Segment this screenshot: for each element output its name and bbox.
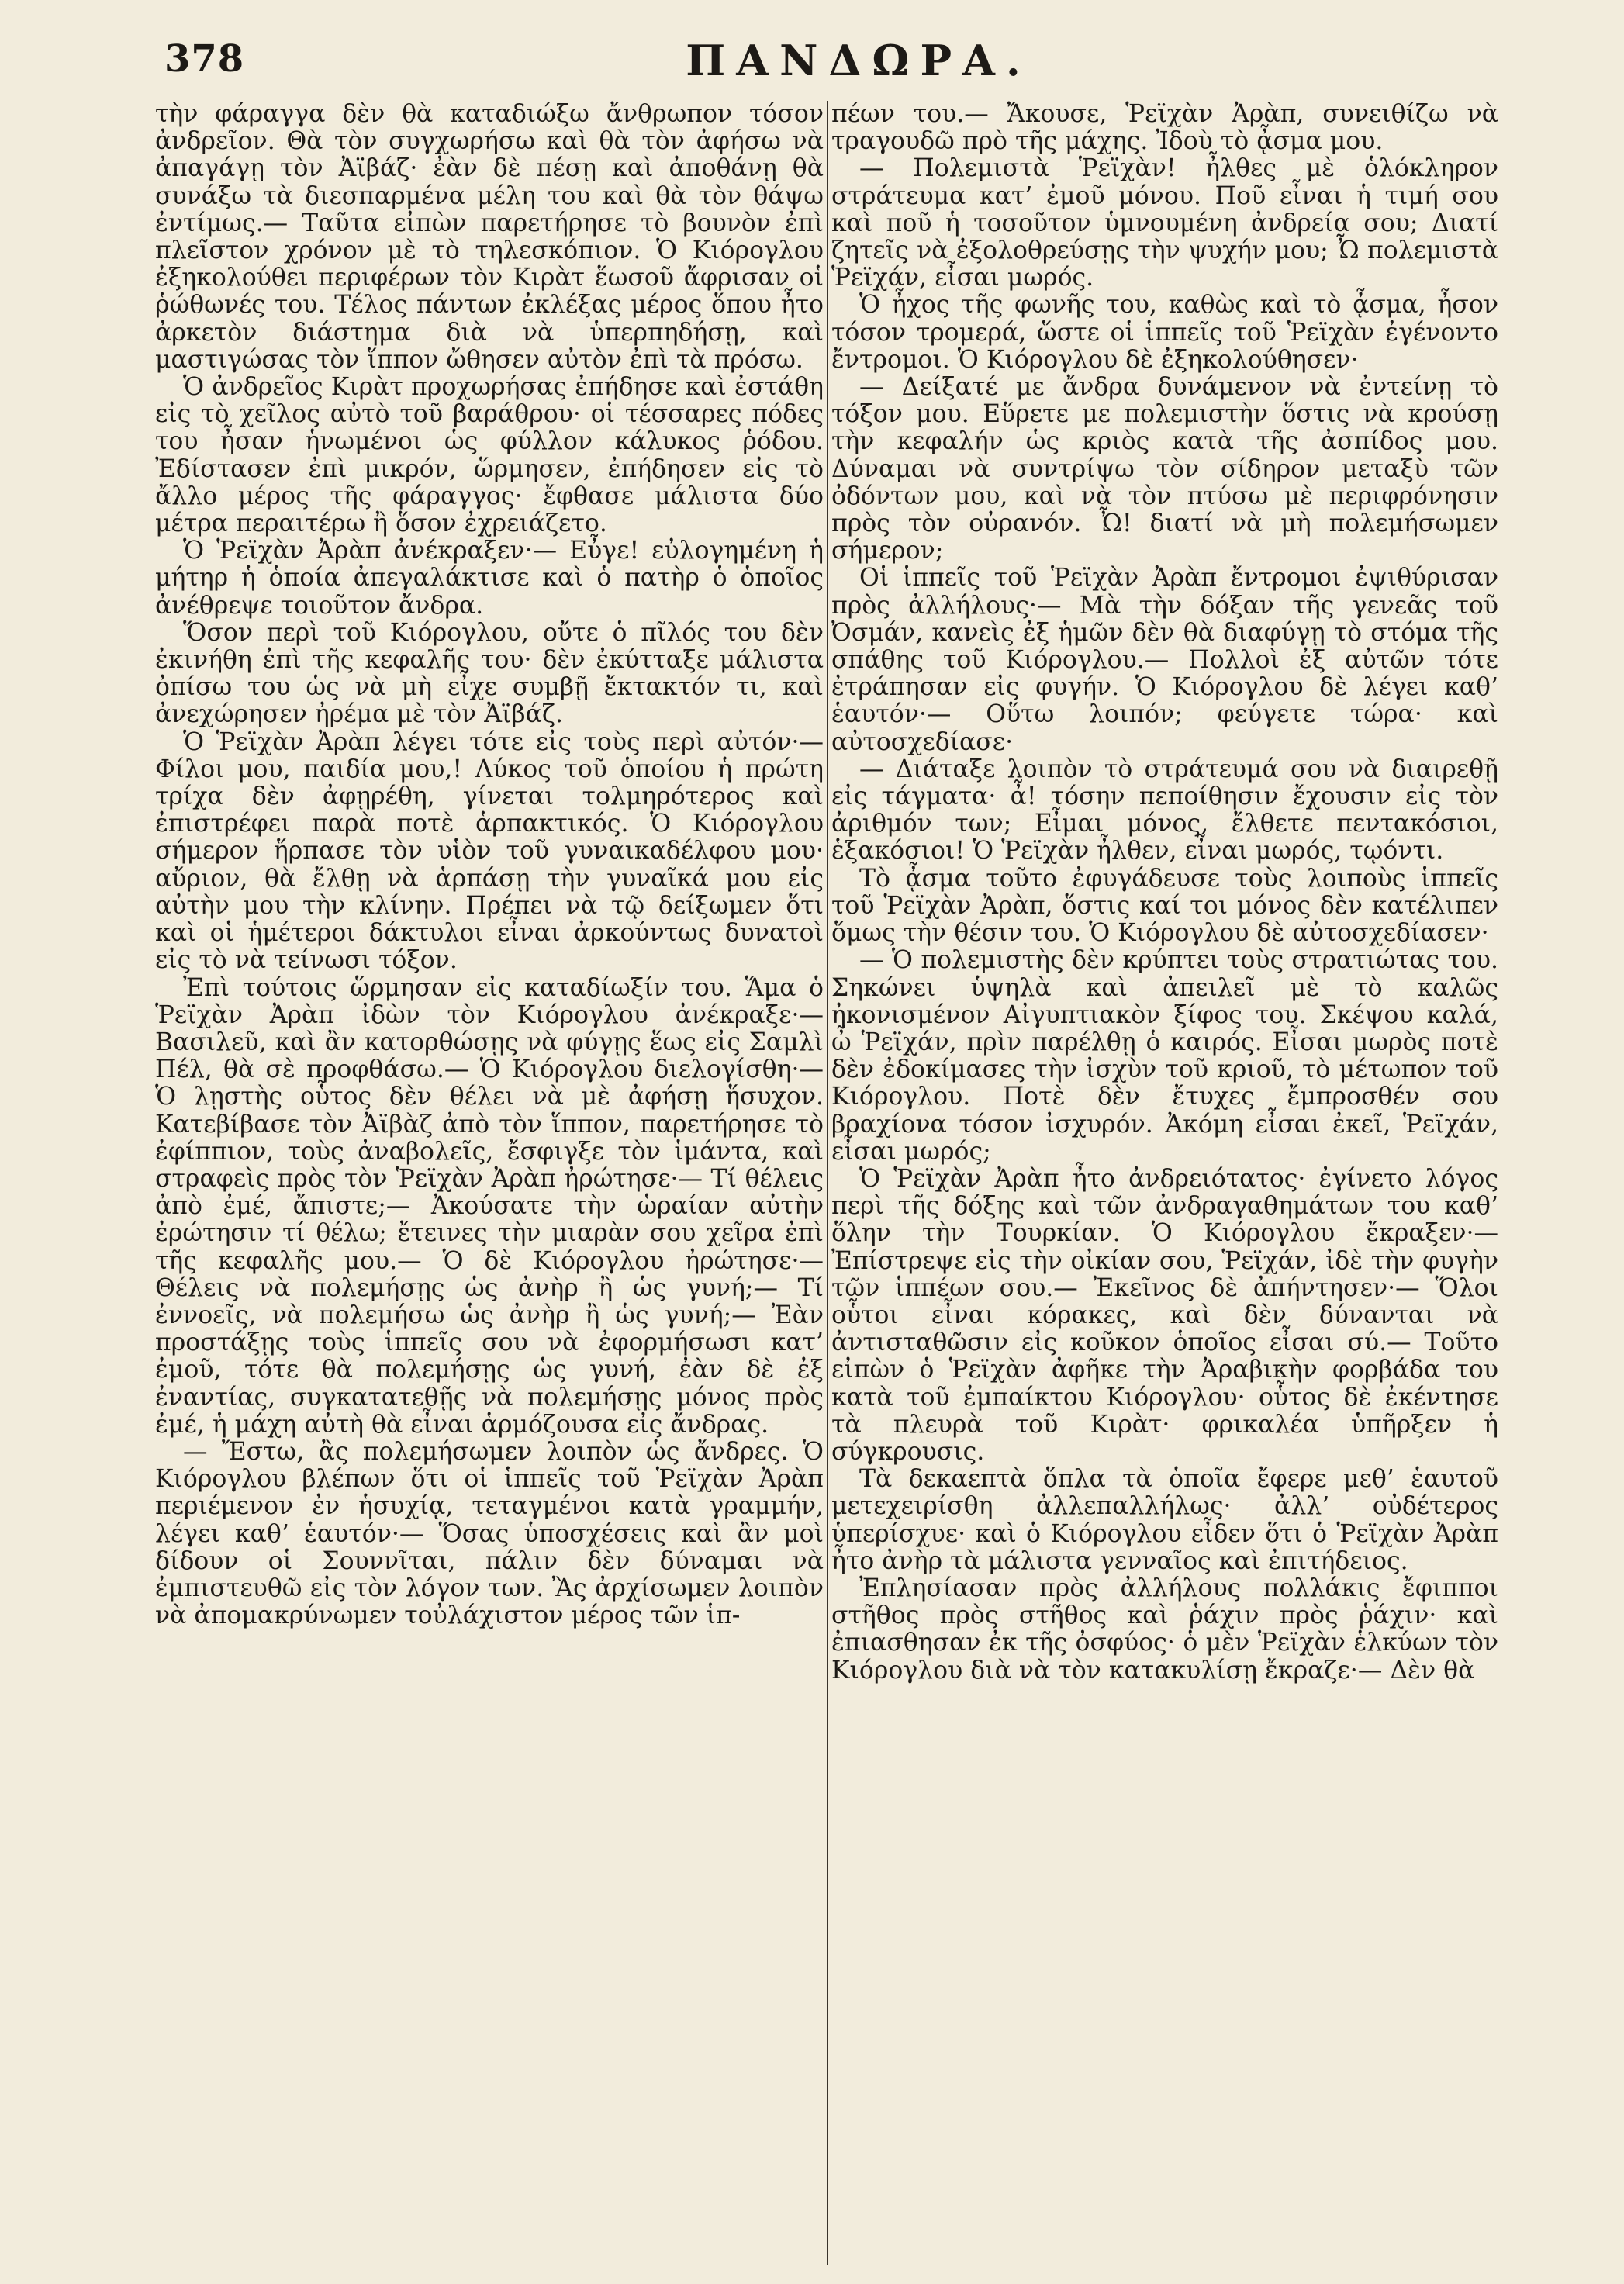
paragraph: πέων του.— Ἄκουσε, Ῥεϊχὰν Ἀρὰπ, συνειθίζω νὰ τραγουδῶ πρὸ τῆς μάχης. Ἰδοὺ τὸ ᾆσμα μου. (831, 101, 1498, 156)
paragraph: Ἐπλησίασαν πρὸς ἀλλήλους πολλάκις ἔφιπποι στῆθος πρὸς στῆθος καὶ ῥάχιν πρὸς ῥάχιν· καὶ ἐπιασθησαν ἐκ τῆς ὀσφύος· ὁ μὲν Ῥεϊχὰν ἑλκύων τὸν Κιόρογλου διὰ νὰ τὸν κατακυλίσῃ ἔκραζε·— Δὲν θὰ (831, 1574, 1498, 1684)
paragraph: Ὁ Ῥεϊχὰν Ἀρὰπ ἦτο ἀνδρειότατος· ἐγίνετο λόγος περὶ τῆς δόξης καὶ τῶν ἀνδραγαθημάτων του καθ’ ὅλην τὴν Τουρκίαν. Ὁ Κιόρογλου ἔκραξεν·— Ἐπίστρεψε εἰς τὴν οἰκίαν σου, Ῥεϊχάν, ἰδὲ τὴν φυγὴν τῶν ἱππέων σου.— Ἐκεῖνος δὲ ἀπήντησεν·— Ὅλοι οὗτοι εἶναι κόρακες, καὶ δὲν δύνανται νὰ ἀντισταθῶσιν εἰς κοῦκον ὁποῖος εἶσαι σύ.— Τοῦτο εἰπὼν ὁ Ῥεϊχὰν ἀφῆκε τὴν Ἀραβικὴν φορβάδα του κατὰ τοῦ ἐμπαίκτου Κιόρογλου· οὗτος δὲ ἐκέντησε τὰ πλευρὰ τοῦ Κιρὰτ· φρικαλέα ὑπῆρξεν ἡ σύγκρουσις. (831, 1164, 1498, 1466)
paragraph: — Διάταξε λοιπὸν τὸ στράτευμά σου νὰ διαιρεθῇ εἰς τάγματα· ἆ! τόσην πεποίθησιν ἔχουσιν εἰς τὸν ἀριθμόν των; Εἶμαι μόνος, ἔλθετε πεντακόσιοι, ἑξακόσιοι! Ὁ Ῥεϊχὰν ἦλθεν, εἶναι μωρός, τῳόντι. (831, 755, 1498, 866)
column-divider (827, 101, 828, 2265)
paragraph: — Πολεμιστὰ Ῥεϊχὰν! ἦλθες μὲ ὁλόκληρον στράτευμα κατ’ ἐμοῦ μόνου. Ποῦ εἶναι ἡ τιμή σου καὶ ποῦ ἡ τοσοῦτον ὑμνουμένη ἀνδρεία σου; Διατί ζητεῖς νὰ ἐξολοθρεύσῃς τὴν ψυχήν μου; Ὦ πολεμιστὰ Ῥεϊχάν, εἶσαι μωρός. (831, 154, 1498, 292)
paragraph: Τὰ δεκαεπτὰ ὅπλα τὰ ὁποῖα ἔφερε μεθ’ ἑαυτοῦ μετεχειρίσθη ἀλλεπαλλήλως· ἀλλ’ οὐδέτερος ὑπερίσχυε· καὶ ὁ Κιόρογλου εἶδεν ὅτι ὁ Ῥεϊχὰν Ἀρὰπ ἦτο ἀνὴρ τὰ μάλιστα γενναῖος καὶ ἐπιτήδειος. (831, 1465, 1498, 1575)
paragraph: — Ὁ πολεμιστὴς δὲν κρύπτει τοὺς στρατιώτας του. Σηκώνει ὑψηλὰ καὶ ἀπειλεῖ μὲ τὸ καλῶς ἠκονισμένον Αἰγυπτιακὸν ξίφος του. Σκέψου καλά, ὦ Ῥεϊχάν, πρὶν παρέλθῃ ὁ καιρός. Εἶσαι μωρὸς ποτὲ δὲν ἐδοκίμασες τὴν ἰσχὺν τοῦ κριοῦ, τὸ μέτωπον τοῦ Κιόρογλου. Ποτὲ δὲν ἔτυχες ἔμπροσθέν σου βραχίονα τόσον ἰσχυρόν. Ἀκόμη εἶσαι ἐκεῖ, Ῥεϊχάν, εἶσαι μωρός; (831, 946, 1498, 1166)
left-column (155, 101, 824, 2268)
paragraph: Ὁ ἀνδρεῖος Κιρὰτ προχωρήσας ἐπήδησε καὶ ἐστάθη εἰς τὸ χεῖλος αὐτὸ τοῦ βαράθρου· οἱ τέσσαρες πόδες του ἦσαν ἡνωμένοι ὡς φύλλον κάλυκος ῥόδου. Ἐδίστασεν ἐπὶ μικρόν, ὥρμησεν, ἐπήδησεν εἰς τὸ ἄλλο μέρος τῆς φάραγγος· ἔφθασε μάλιστα δύο μέτρα περαιτέρω ἢ ὅσον ἐχρειάζετο. (155, 373, 824, 538)
paragraph: τὴν φάραγγα δὲν θὰ καταδιώξω ἄνθρωπον τόσον ἀνδρεῖον. Θὰ τὸν συγχωρήσω καὶ θὰ τὸν ἀφήσω νὰ ἀπαγάγῃ τὸν Ἀϊβάζ· ἐὰν δὲ πέσῃ καὶ ἀποθάνῃ θὰ συνάξω τὰ διεσπαρμένα μέλη του καὶ θὰ τὸν θάψω ἐντίμως.— Ταῦτα εἰπὼν παρετήρησε τὸ βουνὸν ἐπὶ πλεῖστον χρόνον μὲ τὸ τηλεσκόπιον. Ὁ Κιόρογλου ἐξηκολούθει περιφέρων τὸν Κιρὰτ ἕωσοῦ ἄφρισαν οἱ ῥώθωνές του. Τέλος πάντων ἐκλέξας μέρος ὅπου ἦτο ἀρκετὸν διάστημα διὰ νὰ ὑπερπηδήσῃ, καὶ μαστιγώσας τὸν ἵππον ὤθησεν αὐτὸν ἐπὶ τὰ πρόσω. (155, 101, 824, 374)
paragraph: Ὁ ἦχος τῆς φωνῆς του, καθὼς καὶ τὸ ᾆσμα, ἦσον τόσον τρομερά, ὥστε οἱ ἱππεῖς τοῦ Ῥεϊχὰν ἐγένοντο ἔντρομοι. Ὁ Κιόρογλου δὲ ἐξηκολούθησεν· (831, 291, 1498, 374)
page-number: 378 (164, 37, 245, 81)
paragraph: Ὅσον περὶ τοῦ Κιόρογλου, οὔτε ὁ πῖλός του δὲν ἐκινήθη ἐπὶ τῆς κεφαλῆς του· δὲν ἐκύτταξε μάλιστα ὀπίσω του ὡς νὰ μὴ εἶχε συμβῇ ἔκτακτόν τι, καὶ ἀνεχώρησεν ἠρέμα μὲ τὸν Ἀϊβάζ. (155, 618, 824, 729)
paragraph: Ἐπὶ τούτοις ὥρμησαν εἰς καταδίωξίν του. Ἅμα ὁ Ῥεϊχὰν Ἀρὰπ ἰδὼν τὸν Κιόρογλου ἀνέκραξε·— Βασιλεῦ, καὶ ἂν κατορθώσῃς νὰ φύγῃς ἕως εἰς Σαμλὶ Πέλ, θὰ σὲ προφθάσω.— Ὁ Κιόρογλου διελογίσθη·— Ὁ λῃστὴς οὗτος δὲν θέλει νὰ μὲ ἀφήσῃ ἥσυχον. Κατεβίβασε τὸν Ἀϊβὰζ ἀπὸ τὸν ἵππον, παρετήρησε τὸ ἐφίππιον, τοὺς ἀναβολεῖς, ἔσφιγξε τὸν ἱμάντα, καὶ στραφεὶς πρὸς τὸν Ῥεϊχὰν Ἀρὰπ ἠρώτησε·— Τί θέλεις ἀπὸ ἐμέ, ἄπιστε;— Ἀκούσατε τὴν ὡραίαν αὐτὴν ἐρώτησιν τί θέλω; ἔτεινες τὴν μιαρὰν σου χεῖρα ἐπὶ τῆς κεφαλῆς μου.— Ὁ δὲ Κιόρογλου ἠρώτησε·— Θέλεις νὰ πολεμήσῃς ὡς ἀνὴρ ἢ ὡς γυνή;— Τί ἐννοεῖς, νὰ πολεμήσω ὡς ἀνὴρ ἢ ὡς γυνή;— Ἐὰν προστάξῃς τοὺς ἱππεῖς σου νὰ ἐφορμήσωσι κατ’ ἐμοῦ, τότε θὰ πολεμήσῃς ὡς γυνή, ἐὰν δὲ ἐξ ἐναντίας, συγκατατεθῇς νὰ πολεμήσῃς μόνος πρὸς ἐμέ, ἡ μάχη αὐτὴ θὰ εἶναι ἁρμόζουσα εἰς ἄνδρας. (155, 973, 824, 1439)
running-head (0, 31, 1624, 101)
journal-title: ΠΑΝΔΩΡΑ. (686, 36, 1031, 85)
paragraph: Τὸ ᾆσμα τοῦτο ἐφυγάδευσε τοὺς λοιποὺς ἱππεῖς τοῦ Ῥεϊχὰν Ἀρὰπ, ὅστις καί τοι μόνος δὲν κατέλιπεν ὅμως τὴν θέσιν του. Ὁ Κιόρογλου δὲ αὐτοσχεδίασεν· (831, 864, 1498, 948)
paragraph: Ὁ Ῥεϊχὰν Ἀρὰπ ἀνέκραξεν·— Εὖγε! εὐλογημένη ἡ μήτηρ ἡ ὁποία ἀπεγαλάκτισε καὶ ὁ πατὴρ ὁ ὁποῖος ἀνέθρεψε τοιοῦτον ἄνδρα. (155, 537, 824, 620)
paragraph: Οἱ ἱππεῖς τοῦ Ῥεϊχὰν Ἀρὰπ ἔντρομοι ἐψιθύρισαν πρὸς ἀλλήλους·— Μὰ τὴν δόξαν τῆς γενεᾶς τοῦ Ὀσμάν, κανεὶς ἐξ ἡμῶν δὲν θὰ διαφύγῃ τὸ στόμα τῆς σπάθης τοῦ Κιόρογλου.— Πολλοὶ ἐξ αὐτῶν τότε ἐτράπησαν εἰς φυγήν. Ὁ Κιόρογλου δὲ λέγει καθ’ ἑαυτόν·— Οὕτω λοιπόν; φεύγετε τώρα· καὶ αὐτοσχεδίασε· (831, 564, 1498, 756)
paragraph: — Ἔστω, ἂς πολεμήσωμεν λοιπὸν ὡς ἄνδρες. Ὁ Κιόρογλου βλέπων ὅτι οἱ ἱππεῖς τοῦ Ῥεϊχὰν Ἀρὰπ περιέμενον ἐν ἡσυχίᾳ, τεταγμένοι κατὰ γραμμήν, λέγει καθ’ ἑαυτόν·— Ὅσας ὑποσχέσεις καὶ ἂν μοὶ δίδουν οἱ Σουννῖται, πάλιν δὲν δύναμαι νὰ ἐμπιστευθῶ εἰς τὸν λόγον των. Ἂς ἀρχίσωμεν λοιπὸν νὰ ἀπομακρύνωμεν τοὐλάχιστον μέρος τῶν ἱπ- (155, 1437, 824, 1630)
paragraph: — Δείξατέ με ἄνδρα δυνάμενον νὰ ἐντείνῃ τὸ τόξον μου. Εὕρετε με πολεμιστὴν ὅστις νὰ κρούσῃ τὴν κεφαλήν ὡς κριὸς κατὰ τῆς ἀσπίδος μου. Δύναμαι νὰ συντρίψω τὸν σίδηρον μεταξὺ τῶν ὀδόντων μου, καὶ νὰ τὸν πτύσω μὲ περιφρόνησιν πρὸς τὸν οὐρανόν. Ὦ! διατί νὰ μὴ πολεμήσωμεν σήμερον; (831, 373, 1498, 565)
paragraph: Ὁ Ῥεϊχὰν Ἀρὰπ λέγει τότε εἰς τοὺς περὶ αὐτόν·— Φίλοι μου, παιδία μου,! Λύκος τοῦ ὁποίου ἡ πρώτη τρίχα δὲν ἀφῃρέθη, γίνεται τολμηρότερος καὶ ἐπιστρέφει παρὰ ποτὲ ἁρπακτικός. Ὁ Κιόρογλου σήμερον ἥρπασε τὸν υἱὸν τοῦ γυναικαδέλφου μου· αὔριον, θὰ ἔλθῃ νὰ ἁρπάσῃ τὴν γυναῖκά μου εἰς αὐτὴν μου τὴν κλίνην. Πρέπει νὰ τῷ δείξωμεν ὅτι καὶ οἱ ἡμέτεροι δάκτυλοι εἶναι ἀρκούντως δυνατοὶ εἰς τὸ νὰ τείνωσι τόξον. (155, 727, 824, 975)
right-column (831, 101, 1498, 2268)
